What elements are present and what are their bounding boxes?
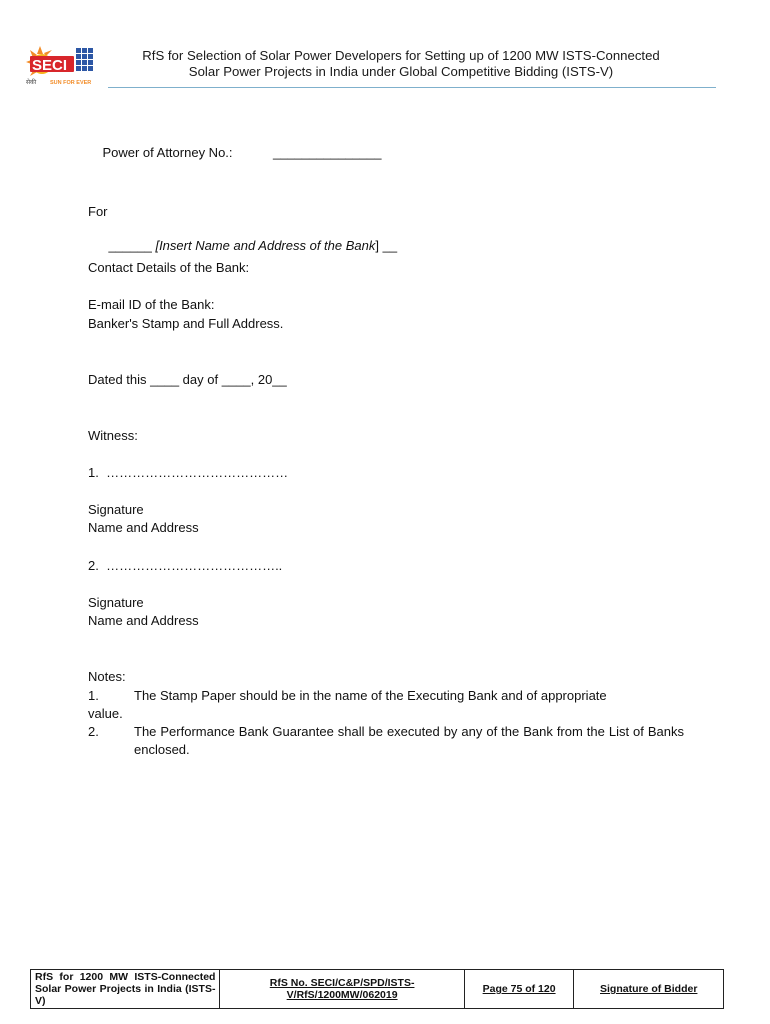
footer-rfs-title: RfS for 1200 MW ISTS-Connected Solar Power Projects in India (ISTS-V) [31, 970, 220, 1008]
contact-details: Contact Details of the Bank: [88, 260, 250, 275]
title-line-1: RfS for Selection of Solar Power Developers for Setting up of 1200 MW ISTS-Connected [142, 48, 660, 63]
note-2 [88, 723, 684, 759]
footer-page-number: Page 75 of 120 [465, 970, 575, 1008]
poa-label: Power of Attorney No.: [102, 145, 233, 160]
footer-signature: Signature of Bidder [600, 983, 698, 995]
logo-wordmark: SECI [32, 57, 68, 74]
header-divider [108, 87, 716, 88]
witness-2-signature: Signature [88, 595, 144, 610]
bank-prefix: ______ [108, 238, 156, 253]
note-1-number: 1. [88, 688, 99, 703]
note-1-continuation: value. [88, 706, 123, 721]
witness-2-line: 2. ………………………………….. [88, 558, 283, 573]
bankers-stamp: Banker's Stamp and Full Address. [88, 316, 284, 331]
logo-hindi: सेकी [26, 80, 37, 86]
document-title [108, 48, 694, 80]
witness-2-name-address: Name and Address [88, 613, 199, 628]
bank-suffix: ] __ [375, 238, 398, 253]
witness-1-signature: Signature [88, 502, 144, 517]
dated-line: Dated this ____ day of ____, 20__ [88, 372, 287, 387]
for-label: For [88, 204, 108, 219]
bank-placeholder: [Insert Name and Address of the Bank [155, 238, 376, 253]
witness-label: Witness: [88, 428, 138, 443]
notes-label: Notes: [88, 669, 126, 684]
poa-blank: _______________ [273, 145, 382, 160]
logo-tagline: SUN FOR EVER [50, 80, 92, 86]
note-2-number: 2. [88, 724, 99, 739]
page-header [22, 42, 694, 90]
note-1 [88, 687, 684, 723]
email-id: E-mail ID of the Bank: [88, 297, 215, 312]
footer-rfs-number: RfS No. SECI/C&P/SPD/ISTS-V/RfS/1200MW/062019 [220, 970, 464, 1008]
title-line-2: Solar Power Projects in India under Global Competitive Bidding (ISTS-V) [188, 64, 614, 79]
witness-1-line: 1. …………………………………… [88, 465, 289, 480]
note-2-text: The Performance Bank Guarantee shall be executed by any of the Bank from the List of Banks enclosed. [134, 724, 684, 757]
seci-logo [22, 42, 98, 88]
note-1-text: The Stamp Paper should be in the name of the Executing Bank and of appropriate [134, 688, 607, 703]
witness-1-name-address: Name and Address [88, 520, 199, 535]
page-footer [30, 969, 724, 1009]
power-of-attorney-line [88, 130, 382, 175]
